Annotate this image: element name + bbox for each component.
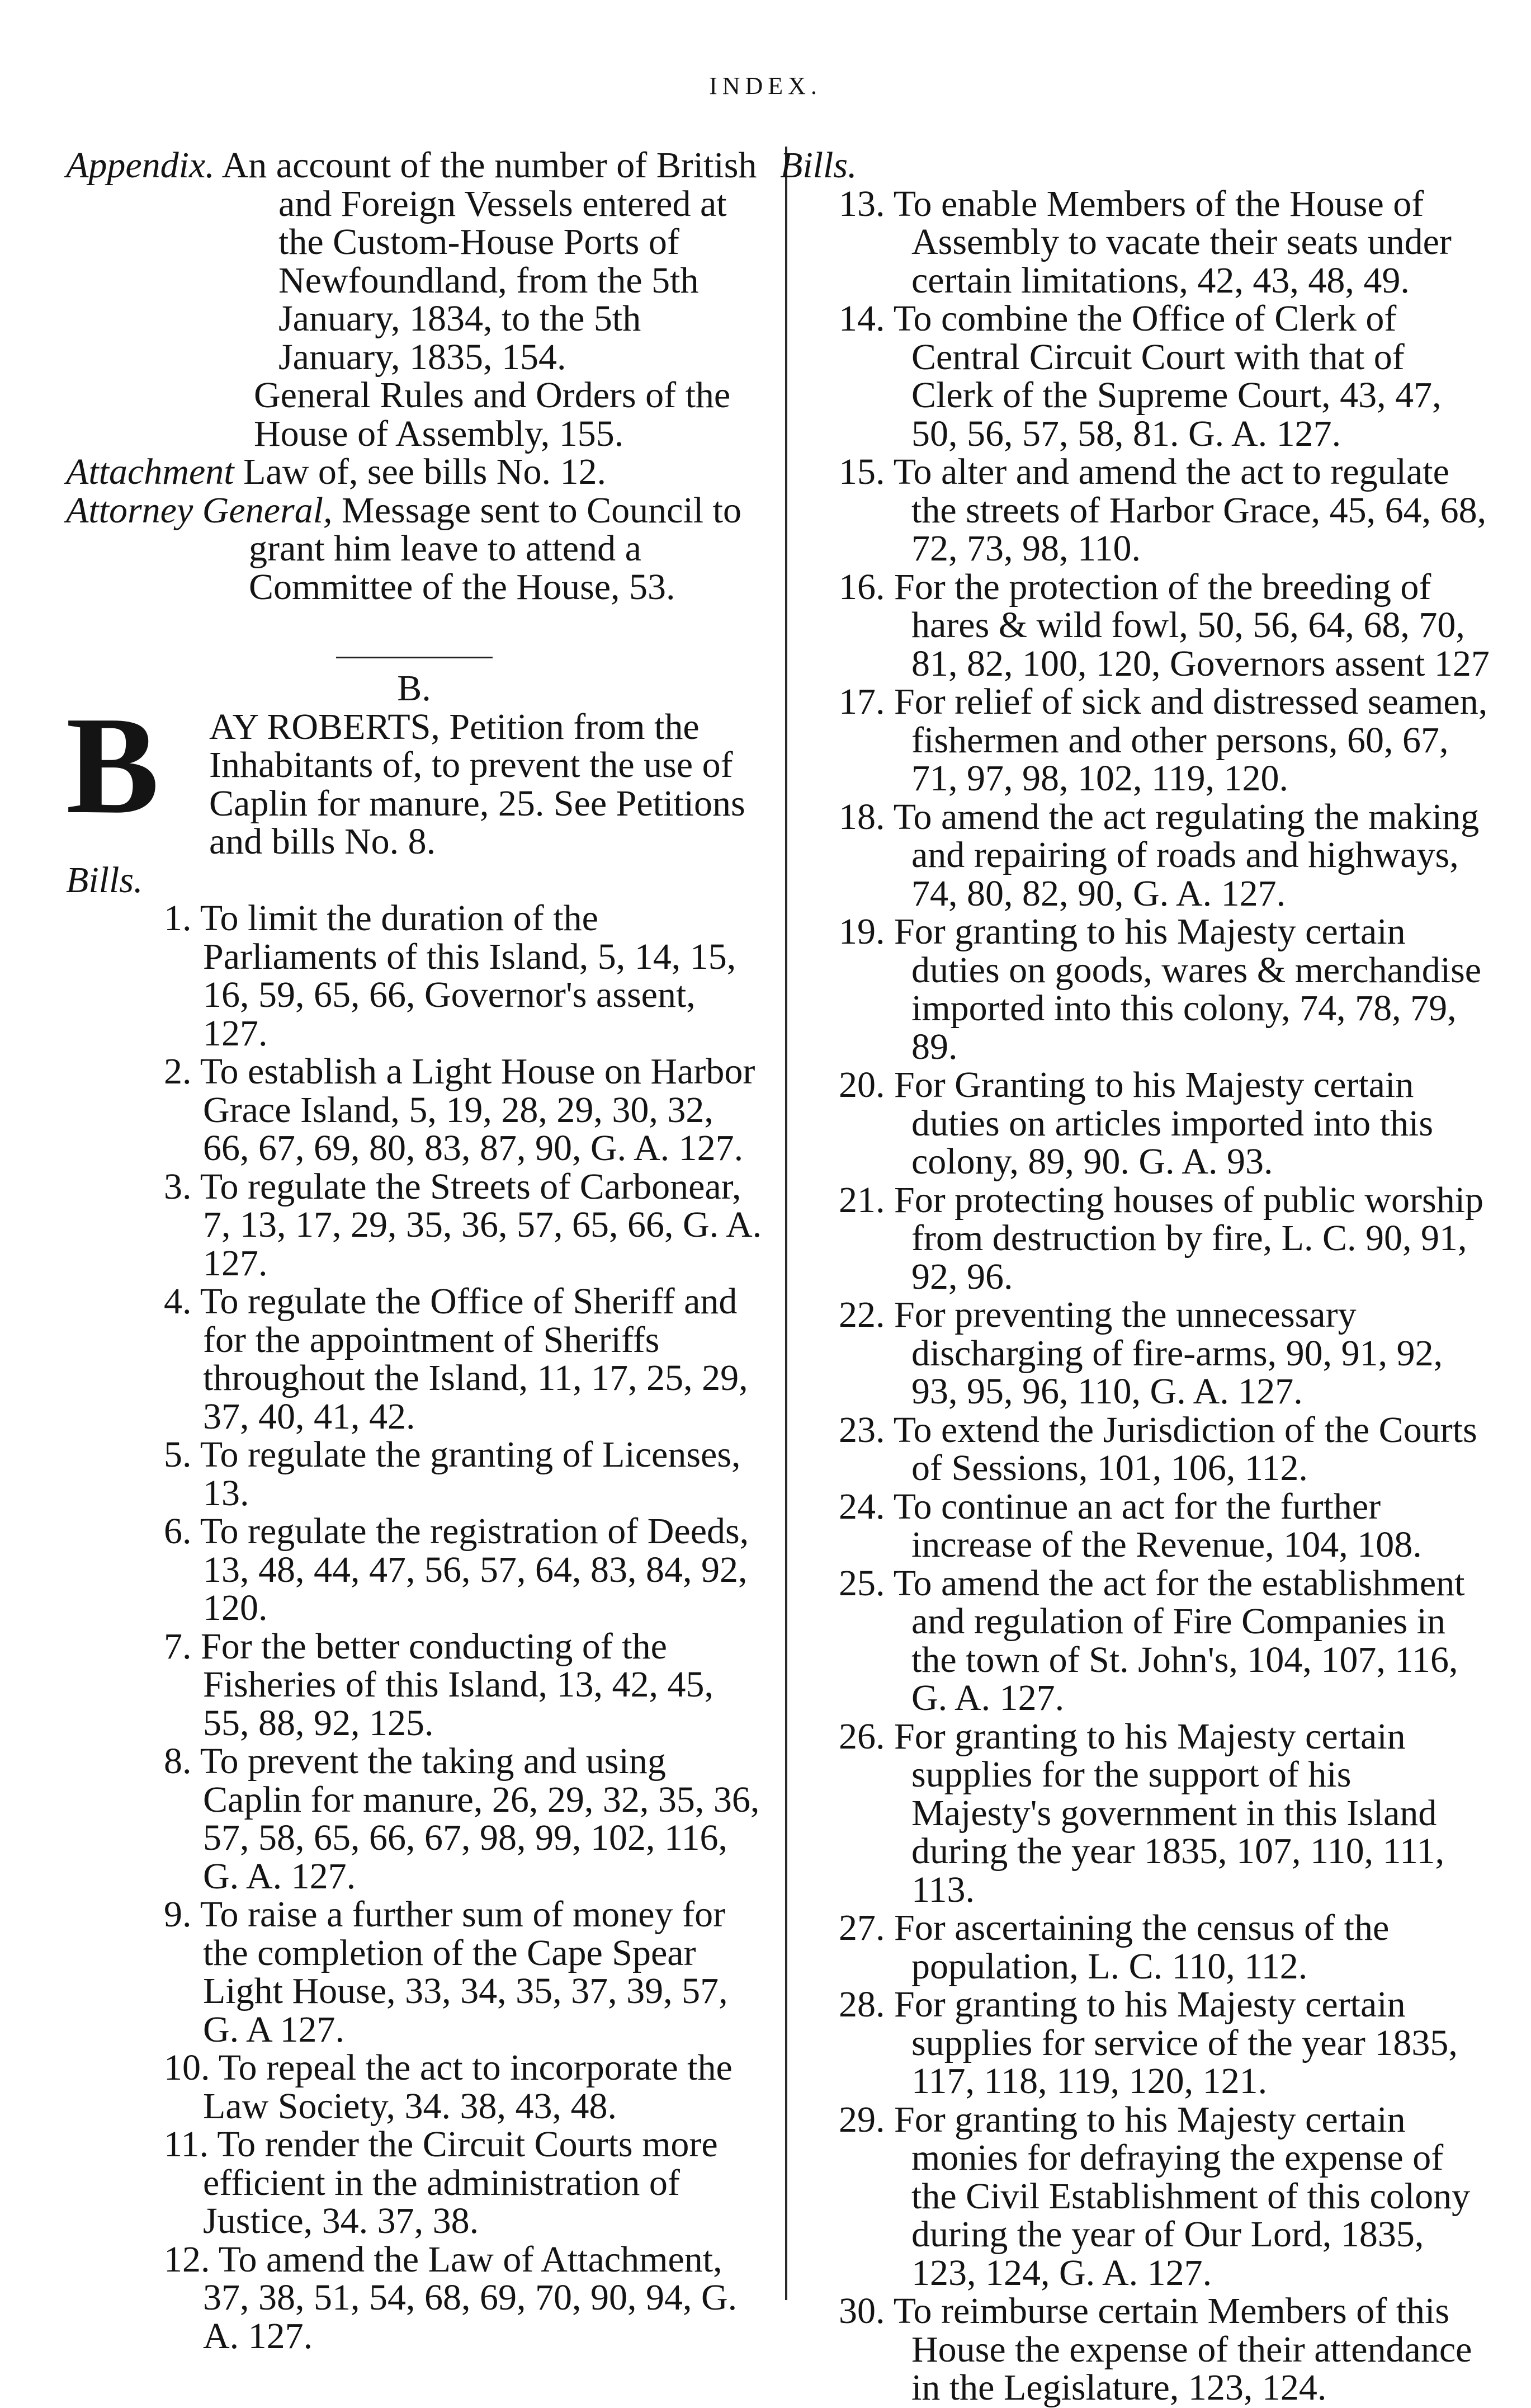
bill-entry: 6. To regulate the registration of Deeds, 13, 48, 44, 47, 56, 57, 64, 83, 84, 92, 120.: [164, 1511, 749, 1628]
attachment-entry: [66, 453, 762, 492]
bill-entry: 14. To combine the Office of Clerk of Central Circuit Court with that of Clerk of the Supreme Court, 43, 47, 50, 56, 57, 58, 81. G. A. 127.: [839, 298, 1442, 454]
bill-entry: 17. For relief of sick and distressed seamen, fishermen and other persons, 60, 67, 71, 97, 98, 102, 119, 120.: [839, 681, 1488, 799]
bill-entry: 20. For Granting to his Majesty certain duties on articles imported into this colony, 89, 90. G. A. 93.: [839, 1064, 1434, 1182]
appendix-label: Appendix.: [66, 145, 215, 186]
bill-entry: 10. To repeal the act to incorporate the Law Society, 34. 38, 43, 48.: [164, 2047, 733, 2127]
appendix-subentry: General Rules and Orders of the House of Assembly, 155.: [254, 375, 731, 454]
bill-entry: 5. To regulate the granting of Licenses, 13.: [164, 1434, 741, 1514]
appendix-text: An account of the number of British and Foreign Vessels entered at the Custom-House Ports of Newfoundland, from the 5th January, 1834, to the 5th January, 1835, 154.: [221, 145, 757, 378]
section-divider: [336, 657, 493, 658]
right-column: [780, 147, 1493, 2407]
bill-entry: 3. To regulate the Streets of Carbonear, 7, 13, 17, 29, 35, 36, 57, 65, 66, G. A. 127.: [164, 1166, 762, 1284]
bill-entry: 26. For granting to his Majesty certain supplies for the support of his Majesty's government in this Island during the year 1835, 107, 110, 111, 113.: [839, 1716, 1445, 1910]
bill-entry: 16. For the protection of the breeding of hares & wild fowl, 50, 56, 64, 68, 70, 81, 82, 100, 120, Governors assent 127: [839, 566, 1490, 684]
bill-entry: 30. To reimburse certain Members of this House the expense of their attendance in the Legislature, 123, 124.: [839, 2291, 1472, 2408]
bill-entry: 1. To limit the duration of the Parliaments of this Island, 5, 14, 15, 16, 59, 65, 66, Governor's assent, 127.: [164, 898, 736, 1054]
bill-entry: 29. For granting to his Majesty certain monies for defraying the expense of the Civil Establishment of this colony during the year of Our Lord, 1835, 123, 124, G. A. 127.: [839, 2099, 1471, 2293]
section-letter: B.: [397, 668, 431, 709]
attachment-label: Attachment: [66, 451, 234, 492]
bill-entry: 19. For granting to his Majesty certain duties on goods, wares & merchandise imported into this colony, 74, 78, 79, 89.: [839, 911, 1482, 1067]
bill-entry: 18. To amend the act regulating the making and repairing of roads and highways, 74, 80, 82, 90, G. A. 127.: [839, 796, 1480, 914]
bill-entry: 4. To regulate the Office of Sheriff and for the appointment of Sheriffs throughout the Island, 11, 17, 25, 29, 37, 40, 41, 42.: [164, 1281, 748, 1437]
drop-cap: B: [66, 687, 159, 843]
attorney-entry: [66, 489, 762, 607]
attachment-text: Law of, see bills No. 12.: [243, 451, 606, 492]
bills-heading-continued: Bills.: [780, 145, 857, 186]
page-header: INDEX.: [709, 72, 822, 100]
bill-entry: 8. To prevent the taking and using Caplin for manure, 26, 29, 32, 35, 36, 57, 58, 65, 66, 67, 98, 99, 102, 116, G. A. 127.: [164, 1741, 760, 1897]
bill-entry: 25. To amend the act for the establishment and regulation of Fire Companies in the town of St. John's, 104, 107, 116, G. A. 127.: [839, 1562, 1465, 1718]
bill-entry: 28. For granting to his Majesty certain supplies for service of the year 1835, 117, 118, 119, 120, 121.: [839, 1984, 1458, 2101]
bill-entry: 12. To amend the Law of Attachment, 37, 38, 51, 54, 68, 69, 70, 90, 94, G. A. 127.: [164, 2239, 738, 2357]
bill-entry: 15. To alter and amend the act to regulate the streets of Harbor Grace, 45, 64, 68, 72, 73, 98, 110.: [839, 451, 1487, 569]
bills-heading: Bills.: [66, 859, 143, 901]
bill-entry: 2. To establish a Light House on Harbor Grace Island, 5, 19, 28, 29, 30, 32, 66, 67, 69, 80, 83, 87, 90, G. A. 127.: [164, 1051, 755, 1168]
bill-entry: 9. To raise a further sum of money for the completion of the Cape Spear Light House, 33, 34, 35, 37, 39, 57, G. A 127.: [164, 1894, 728, 2050]
bill-entry: 24. To continue an act for the further increase of the Revenue, 104, 108.: [839, 1486, 1422, 1565]
left-column: [66, 147, 762, 2355]
bill-entry: 27. For ascertaining the census of the population, L. C. 110, 112.: [839, 1907, 1390, 1987]
attorney-text: Message sent to Council to grant him leave to attend a Committee of the House, 53.: [249, 489, 741, 607]
right-bills-list: [780, 185, 1493, 2407]
bill-entry: 21. For protecting houses of public worship from destruction by fire, L. C. 90, 91, 92, 96.: [839, 1179, 1484, 1297]
appendix-entry: [66, 147, 762, 376]
bill-entry: 11. To render the Circuit Courts more efficient in the administration of Justice, 34. 37, 38.: [164, 2124, 718, 2241]
bill-entry: 7. For the better conducting of the Fisheries of this Island, 13, 42, 45, 55, 88, 92, 125.: [164, 1625, 713, 1743]
bay-roberts-entry: [66, 687, 762, 862]
left-bills-list: [66, 899, 762, 2355]
attorney-label: Attorney General,: [66, 489, 333, 531]
bill-entry: 13. To enable Members of the House of Assembly to vacate their seats under certain limitations, 42, 43, 48, 49.: [839, 183, 1452, 301]
bill-entry: 22. For preventing the unnecessary discharging of fire-arms, 90, 91, 92, 93, 95, 96, 110, G. A. 127.: [839, 1294, 1443, 1412]
bill-entry: 23. To extend the Jurisdiction of the Courts of Sessions, 101, 106, 112.: [839, 1409, 1477, 1488]
bay-roberts-text: AY ROBERTS, Petition from the Inhabitants of, to prevent the use of Caplin for manure, 25. See Petitions and bills No. 8.: [209, 706, 745, 862]
